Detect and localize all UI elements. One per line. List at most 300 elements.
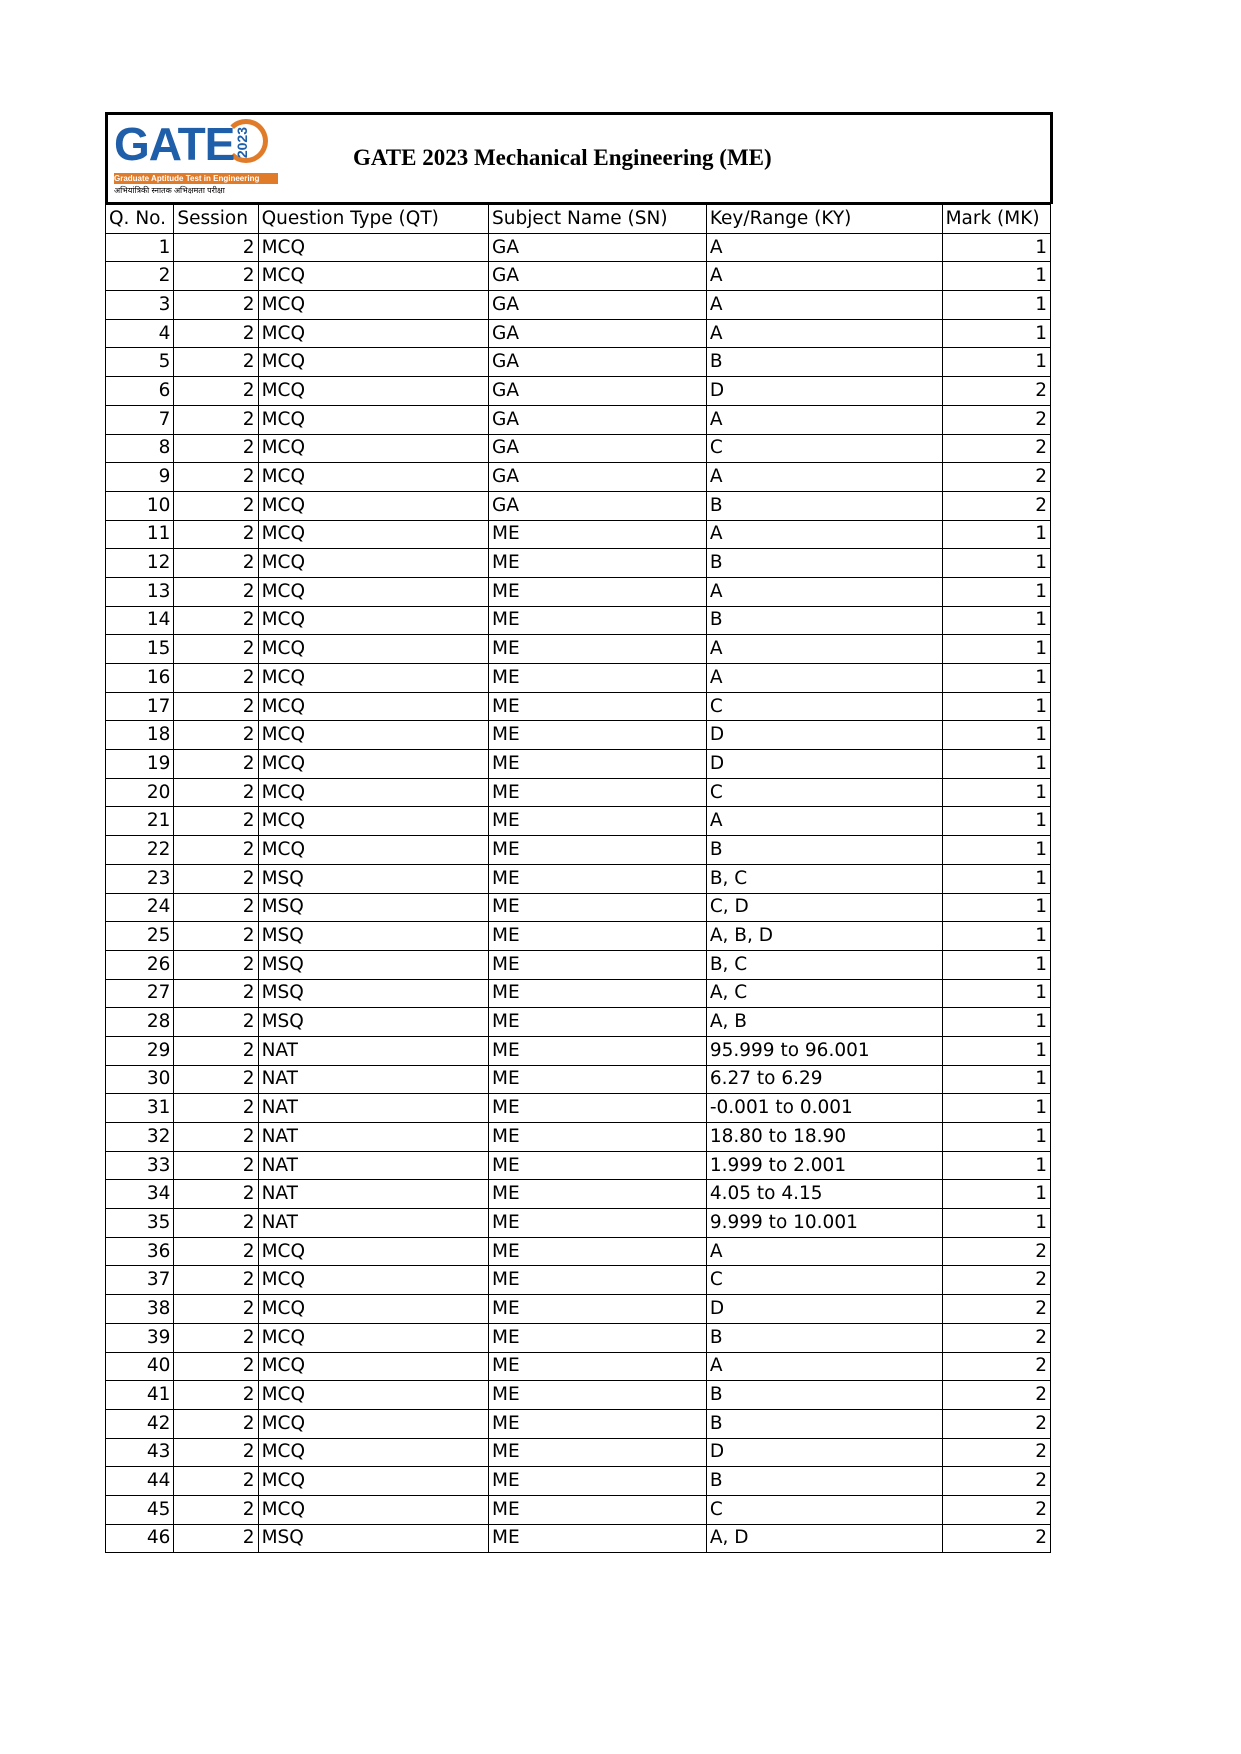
cell-key-range: 1.999 to 2.001 — [706, 1151, 942, 1180]
cell-question-type: MCQ — [258, 1323, 488, 1352]
cell-question-type: MSQ — [258, 979, 488, 1008]
cell-mark: 2 — [942, 463, 1050, 492]
cell-mark: 1 — [942, 664, 1050, 693]
cell-subject-name: GA — [489, 434, 707, 463]
cell-question-type: MSQ — [258, 1524, 488, 1553]
table-row — [106, 1295, 1051, 1324]
table-row — [106, 291, 1051, 320]
cell-qno: 22 — [106, 836, 174, 865]
cell-question-type: MCQ — [258, 664, 488, 693]
cell-question-type: MCQ — [258, 405, 488, 434]
cell-mark: 1 — [942, 291, 1050, 320]
cell-qno: 46 — [106, 1524, 174, 1553]
table-row — [106, 1209, 1051, 1238]
cell-qno: 17 — [106, 692, 174, 721]
cell-qno: 41 — [106, 1381, 174, 1410]
cell-qno: 25 — [106, 922, 174, 951]
table-row — [106, 1180, 1051, 1209]
cell-session: 2 — [174, 1266, 258, 1295]
cell-mark: 1 — [942, 721, 1050, 750]
cell-key-range: B — [706, 606, 942, 635]
table-row — [106, 405, 1051, 434]
cell-question-type: MCQ — [258, 836, 488, 865]
cell-key-range: B — [706, 1381, 942, 1410]
cell-key-range: A — [706, 319, 942, 348]
cell-key-range: C — [706, 778, 942, 807]
cell-subject-name: GA — [489, 233, 707, 262]
table-row — [106, 577, 1051, 606]
cell-mark: 1 — [942, 893, 1050, 922]
cell-question-type: MSQ — [258, 1008, 488, 1037]
cell-key-range: 95.999 to 96.001 — [706, 1036, 942, 1065]
cell-subject-name: ME — [489, 750, 707, 779]
cell-question-type: MCQ — [258, 348, 488, 377]
table-row — [106, 1323, 1051, 1352]
cell-session: 2 — [174, 721, 258, 750]
cell-subject-name: ME — [489, 606, 707, 635]
cell-mark: 2 — [942, 1409, 1050, 1438]
table-row — [106, 950, 1051, 979]
cell-qno: 20 — [106, 778, 174, 807]
cell-session: 2 — [174, 377, 258, 406]
cell-subject-name: ME — [489, 1036, 707, 1065]
cell-mark: 1 — [942, 950, 1050, 979]
cell-mark: 2 — [942, 491, 1050, 520]
cell-session: 2 — [174, 1409, 258, 1438]
cell-key-range: B — [706, 549, 942, 578]
cell-key-range: A — [706, 520, 942, 549]
cell-question-type: MCQ — [258, 1495, 488, 1524]
cell-qno: 2 — [106, 262, 174, 291]
cell-subject-name: ME — [489, 520, 707, 549]
cell-question-type: NAT — [258, 1036, 488, 1065]
cell-subject-name: GA — [489, 491, 707, 520]
cell-session: 2 — [174, 1323, 258, 1352]
cell-question-type: MCQ — [258, 1409, 488, 1438]
cell-key-range: A — [706, 1237, 942, 1266]
cell-mark: 1 — [942, 1123, 1050, 1152]
cell-qno: 38 — [106, 1295, 174, 1324]
cell-qno: 23 — [106, 864, 174, 893]
cell-mark: 1 — [942, 1008, 1050, 1037]
cell-question-type: MSQ — [258, 950, 488, 979]
cell-key-range: A, D — [706, 1524, 942, 1553]
table-row — [106, 463, 1051, 492]
cell-key-range: A — [706, 1352, 942, 1381]
table-body — [106, 233, 1051, 1553]
cell-subject-name: ME — [489, 1295, 707, 1324]
cell-subject-name: ME — [489, 893, 707, 922]
cell-question-type: MCQ — [258, 520, 488, 549]
cell-mark: 1 — [942, 778, 1050, 807]
cell-question-type: MCQ — [258, 1266, 488, 1295]
answer-key-table — [105, 204, 1051, 1553]
cell-key-range: A, B — [706, 1008, 942, 1037]
cell-qno: 18 — [106, 721, 174, 750]
cell-question-type: NAT — [258, 1065, 488, 1094]
cell-key-range: 6.27 to 6.29 — [706, 1065, 942, 1094]
cell-mark: 1 — [942, 1094, 1050, 1123]
cell-mark: 2 — [942, 1295, 1050, 1324]
cell-session: 2 — [174, 520, 258, 549]
cell-subject-name: ME — [489, 807, 707, 836]
cell-qno: 14 — [106, 606, 174, 635]
cell-question-type: MCQ — [258, 262, 488, 291]
cell-question-type: MCQ — [258, 692, 488, 721]
table-row — [106, 434, 1051, 463]
cell-subject-name: ME — [489, 635, 707, 664]
cell-mark: 2 — [942, 1495, 1050, 1524]
col-header-subject-name: Subject Name (SN) — [489, 205, 707, 234]
cell-subject-name: ME — [489, 1352, 707, 1381]
cell-session: 2 — [174, 262, 258, 291]
col-header-qno: Q. No. — [106, 205, 174, 234]
cell-key-range: C — [706, 1495, 942, 1524]
table-header-row — [106, 205, 1051, 234]
logo-brand: GATE — [114, 118, 235, 170]
table-row — [106, 1094, 1051, 1123]
cell-mark: 1 — [942, 1209, 1050, 1238]
cell-session: 2 — [174, 319, 258, 348]
cell-mark: 1 — [942, 233, 1050, 262]
cell-mark: 1 — [942, 319, 1050, 348]
cell-question-type: MCQ — [258, 1237, 488, 1266]
cell-key-range: C, D — [706, 893, 942, 922]
cell-subject-name: ME — [489, 1438, 707, 1467]
table-row — [106, 1467, 1051, 1496]
cell-subject-name: ME — [489, 922, 707, 951]
cell-key-range: B — [706, 491, 942, 520]
cell-subject-name: ME — [489, 1151, 707, 1180]
cell-question-type: MCQ — [258, 319, 488, 348]
cell-key-range: 18.80 to 18.90 — [706, 1123, 942, 1152]
cell-subject-name: ME — [489, 692, 707, 721]
table-row — [106, 750, 1051, 779]
cell-subject-name: ME — [489, 1180, 707, 1209]
table-row — [106, 836, 1051, 865]
cell-session: 2 — [174, 549, 258, 578]
cell-subject-name: GA — [489, 348, 707, 377]
cell-question-type: MCQ — [258, 1438, 488, 1467]
cell-qno: 34 — [106, 1180, 174, 1209]
cell-subject-name: ME — [489, 836, 707, 865]
cell-key-range: C — [706, 692, 942, 721]
cell-question-type: MCQ — [258, 807, 488, 836]
cell-session: 2 — [174, 950, 258, 979]
cell-session: 2 — [174, 577, 258, 606]
cell-mark: 2 — [942, 434, 1050, 463]
cell-key-range: D — [706, 1438, 942, 1467]
cell-qno: 12 — [106, 549, 174, 578]
cell-session: 2 — [174, 1438, 258, 1467]
cell-key-range: A — [706, 233, 942, 262]
cell-qno: 26 — [106, 950, 174, 979]
cell-mark: 1 — [942, 635, 1050, 664]
table-row — [106, 807, 1051, 836]
sheet-header — [105, 112, 1053, 204]
table-row — [106, 664, 1051, 693]
cell-subject-name: ME — [489, 721, 707, 750]
table-row — [106, 1352, 1051, 1381]
cell-session: 2 — [174, 1295, 258, 1324]
cell-mark: 1 — [942, 262, 1050, 291]
table-row — [106, 377, 1051, 406]
cell-question-type: MCQ — [258, 750, 488, 779]
cell-qno: 35 — [106, 1209, 174, 1238]
table-row — [106, 1036, 1051, 1065]
cell-session: 2 — [174, 864, 258, 893]
cell-subject-name: GA — [489, 377, 707, 406]
cell-session: 2 — [174, 1495, 258, 1524]
cell-mark: 2 — [942, 1524, 1050, 1553]
cell-question-type: MCQ — [258, 1295, 488, 1324]
cell-mark: 2 — [942, 1467, 1050, 1496]
cell-key-range: D — [706, 750, 942, 779]
cell-session: 2 — [174, 1094, 258, 1123]
table-row — [106, 721, 1051, 750]
cell-mark: 1 — [942, 979, 1050, 1008]
cell-session: 2 — [174, 1008, 258, 1037]
cell-session: 2 — [174, 664, 258, 693]
cell-qno: 21 — [106, 807, 174, 836]
cell-qno: 42 — [106, 1409, 174, 1438]
cell-mark: 1 — [942, 1151, 1050, 1180]
cell-session: 2 — [174, 348, 258, 377]
cell-qno: 43 — [106, 1438, 174, 1467]
cell-subject-name: ME — [489, 1209, 707, 1238]
col-header-session: Session — [174, 205, 258, 234]
cell-session: 2 — [174, 1352, 258, 1381]
table-row — [106, 1065, 1051, 1094]
cell-qno: 11 — [106, 520, 174, 549]
cell-session: 2 — [174, 1467, 258, 1496]
cell-session: 2 — [174, 1209, 258, 1238]
cell-mark: 1 — [942, 807, 1050, 836]
cell-qno: 31 — [106, 1094, 174, 1123]
cell-qno: 37 — [106, 1266, 174, 1295]
cell-subject-name: ME — [489, 1266, 707, 1295]
cell-mark: 1 — [942, 1180, 1050, 1209]
col-header-question-type: Question Type (QT) — [258, 205, 488, 234]
cell-qno: 36 — [106, 1237, 174, 1266]
cell-subject-name: ME — [489, 1524, 707, 1553]
table-row — [106, 233, 1051, 262]
cell-subject-name: GA — [489, 405, 707, 434]
cell-question-type: MSQ — [258, 864, 488, 893]
cell-mark: 1 — [942, 750, 1050, 779]
cell-session: 2 — [174, 1524, 258, 1553]
table-row — [106, 1409, 1051, 1438]
cell-session: 2 — [174, 434, 258, 463]
cell-qno: 33 — [106, 1151, 174, 1180]
table-row — [106, 893, 1051, 922]
cell-session: 2 — [174, 1237, 258, 1266]
cell-subject-name: GA — [489, 262, 707, 291]
cell-key-range: A, C — [706, 979, 942, 1008]
logo-year: 2023 — [234, 127, 250, 159]
cell-mark: 1 — [942, 836, 1050, 865]
cell-session: 2 — [174, 836, 258, 865]
logo-tagline: Graduate Aptitude Test in Engineering — [114, 173, 278, 184]
cell-question-type: MCQ — [258, 778, 488, 807]
cell-subject-name: ME — [489, 549, 707, 578]
cell-key-range: -0.001 to 0.001 — [706, 1094, 942, 1123]
cell-mark: 2 — [942, 1266, 1050, 1295]
cell-question-type: MCQ — [258, 577, 488, 606]
cell-mark: 2 — [942, 1381, 1050, 1410]
cell-qno: 29 — [106, 1036, 174, 1065]
cell-key-range: B — [706, 1409, 942, 1438]
cell-subject-name: ME — [489, 1008, 707, 1037]
gate-logo — [114, 117, 282, 197]
table-row — [106, 1381, 1051, 1410]
cell-key-range: D — [706, 1295, 942, 1324]
cell-session: 2 — [174, 291, 258, 320]
cell-qno: 28 — [106, 1008, 174, 1037]
cell-subject-name: ME — [489, 1323, 707, 1352]
table-row — [106, 864, 1051, 893]
cell-question-type: MCQ — [258, 606, 488, 635]
table-row — [106, 1524, 1051, 1553]
cell-qno: 39 — [106, 1323, 174, 1352]
cell-mark: 2 — [942, 405, 1050, 434]
table-row — [106, 922, 1051, 951]
table-row — [106, 491, 1051, 520]
cell-question-type: NAT — [258, 1209, 488, 1238]
cell-mark: 2 — [942, 1352, 1050, 1381]
cell-mark: 1 — [942, 520, 1050, 549]
cell-qno: 19 — [106, 750, 174, 779]
cell-mark: 1 — [942, 864, 1050, 893]
cell-qno: 1 — [106, 233, 174, 262]
answer-key-sheet — [105, 112, 1053, 1553]
cell-mark: 2 — [942, 377, 1050, 406]
cell-question-type: NAT — [258, 1180, 488, 1209]
cell-qno: 7 — [106, 405, 174, 434]
cell-key-range: C — [706, 1266, 942, 1295]
cell-key-range: B, C — [706, 950, 942, 979]
cell-session: 2 — [174, 405, 258, 434]
table-row — [106, 1438, 1051, 1467]
cell-session: 2 — [174, 922, 258, 951]
cell-subject-name: ME — [489, 577, 707, 606]
cell-key-range: B — [706, 836, 942, 865]
cell-question-type: MSQ — [258, 893, 488, 922]
table-row — [106, 1237, 1051, 1266]
cell-qno: 3 — [106, 291, 174, 320]
table-row — [106, 1123, 1051, 1152]
cell-session: 2 — [174, 606, 258, 635]
cell-subject-name: ME — [489, 1495, 707, 1524]
cell-mark: 2 — [942, 1438, 1050, 1467]
cell-mark: 1 — [942, 577, 1050, 606]
table-row — [106, 520, 1051, 549]
cell-key-range: A — [706, 807, 942, 836]
cell-qno: 24 — [106, 893, 174, 922]
table-row — [106, 635, 1051, 664]
cell-session: 2 — [174, 1180, 258, 1209]
col-header-mark: Mark (MK) — [942, 205, 1050, 234]
cell-key-range: 9.999 to 10.001 — [706, 1209, 942, 1238]
cell-key-range: C — [706, 434, 942, 463]
cell-key-range: B — [706, 1467, 942, 1496]
cell-question-type: MCQ — [258, 549, 488, 578]
cell-subject-name: ME — [489, 979, 707, 1008]
cell-key-range: B — [706, 348, 942, 377]
cell-question-type: MCQ — [258, 721, 488, 750]
cell-mark: 1 — [942, 922, 1050, 951]
cell-subject-name: ME — [489, 1123, 707, 1152]
logo-subtitle: अभियांत्रिकी स्नातक अभिक्षमता परीक्षा — [114, 186, 225, 195]
cell-session: 2 — [174, 1065, 258, 1094]
cell-qno: 8 — [106, 434, 174, 463]
cell-qno: 9 — [106, 463, 174, 492]
page-title: GATE 2023 Mechanical Engineering (ME) — [353, 145, 772, 170]
cell-subject-name: ME — [489, 1065, 707, 1094]
cell-qno: 16 — [106, 664, 174, 693]
cell-question-type: MCQ — [258, 463, 488, 492]
cell-question-type: NAT — [258, 1123, 488, 1152]
cell-question-type: MCQ — [258, 1381, 488, 1410]
cell-mark: 1 — [942, 1036, 1050, 1065]
cell-mark: 1 — [942, 606, 1050, 635]
cell-qno: 6 — [106, 377, 174, 406]
cell-question-type: MSQ — [258, 922, 488, 951]
cell-subject-name: ME — [489, 864, 707, 893]
cell-session: 2 — [174, 1151, 258, 1180]
cell-session: 2 — [174, 750, 258, 779]
cell-session: 2 — [174, 233, 258, 262]
cell-qno: 5 — [106, 348, 174, 377]
cell-key-range: D — [706, 377, 942, 406]
cell-session: 2 — [174, 1123, 258, 1152]
cell-question-type: MCQ — [258, 491, 488, 520]
cell-qno: 15 — [106, 635, 174, 664]
cell-mark: 1 — [942, 348, 1050, 377]
cell-key-range: A — [706, 664, 942, 693]
cell-subject-name: ME — [489, 1409, 707, 1438]
cell-qno: 4 — [106, 319, 174, 348]
cell-subject-name: ME — [489, 1237, 707, 1266]
cell-qno: 32 — [106, 1123, 174, 1152]
cell-qno: 10 — [106, 491, 174, 520]
cell-mark: 1 — [942, 1065, 1050, 1094]
cell-session: 2 — [174, 463, 258, 492]
table-row — [106, 262, 1051, 291]
cell-question-type: MCQ — [258, 291, 488, 320]
cell-session: 2 — [174, 778, 258, 807]
table-row — [106, 1266, 1051, 1295]
cell-session: 2 — [174, 635, 258, 664]
cell-subject-name: ME — [489, 1467, 707, 1496]
cell-key-range: A — [706, 577, 942, 606]
table-row — [106, 1495, 1051, 1524]
cell-session: 2 — [174, 491, 258, 520]
cell-subject-name: ME — [489, 778, 707, 807]
cell-subject-name: ME — [489, 1094, 707, 1123]
cell-qno: 40 — [106, 1352, 174, 1381]
cell-mark: 2 — [942, 1323, 1050, 1352]
cell-key-range: 4.05 to 4.15 — [706, 1180, 942, 1209]
cell-key-range: A, B, D — [706, 922, 942, 951]
cell-session: 2 — [174, 807, 258, 836]
cell-question-type: NAT — [258, 1094, 488, 1123]
cell-key-range: B — [706, 1323, 942, 1352]
cell-question-type: MCQ — [258, 434, 488, 463]
cell-key-range: A — [706, 291, 942, 320]
cell-question-type: MCQ — [258, 1467, 488, 1496]
cell-mark: 1 — [942, 692, 1050, 721]
